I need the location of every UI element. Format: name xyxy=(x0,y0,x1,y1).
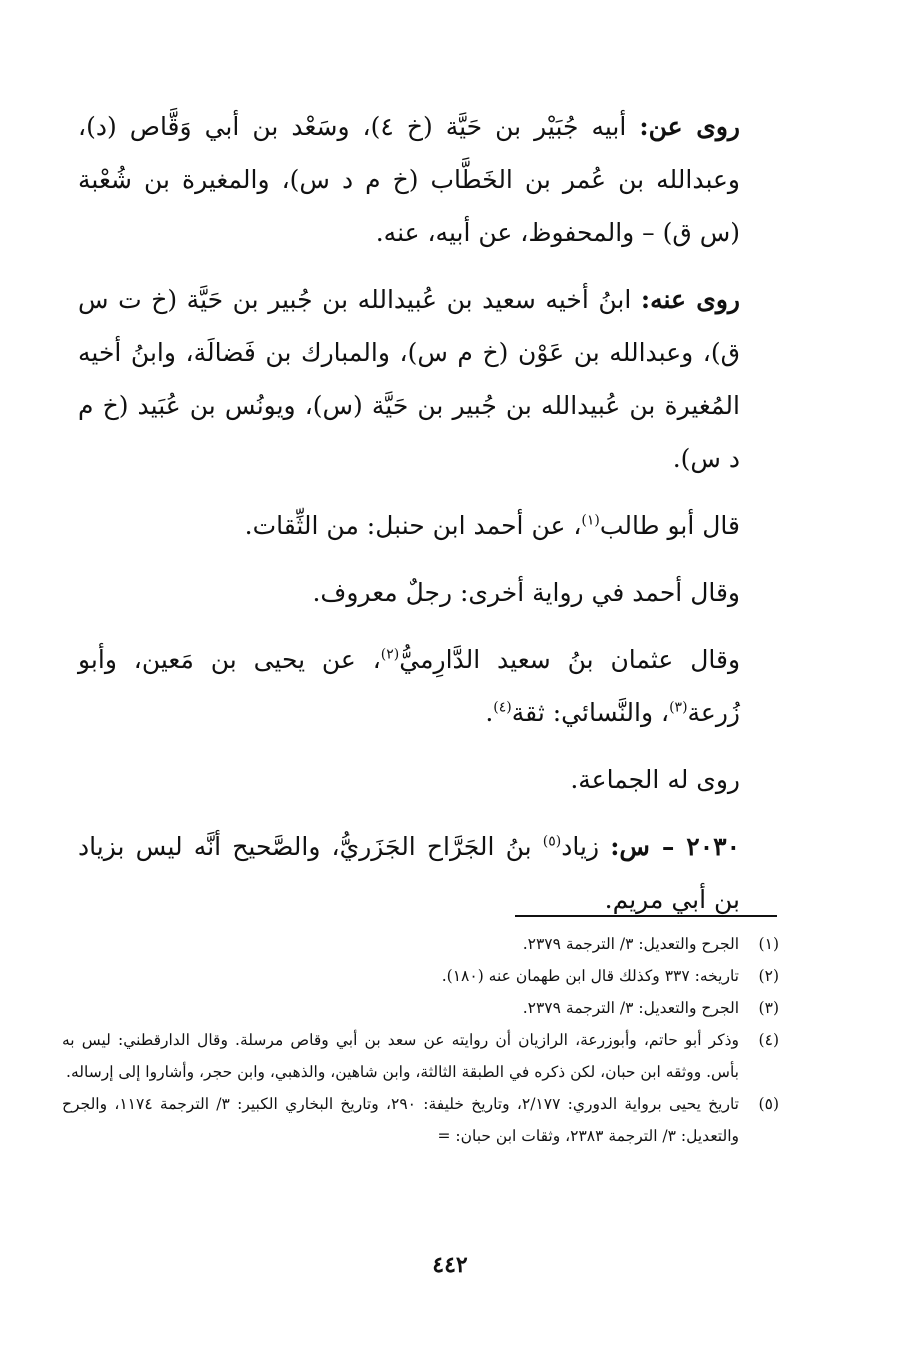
entry-number: ٢٠٣٠ – س: xyxy=(610,832,740,861)
footnote-ref-3: (٣) xyxy=(669,699,688,716)
footnote-text: الجرح والتعديل: ٣/ الترجمة ٢٣٧٩. xyxy=(522,935,739,953)
entry-2030 xyxy=(78,820,778,926)
uthman-text: وقال عثمان بنُ سعيد الدَّارِميُّ xyxy=(399,645,741,674)
paragraph-abu-talib xyxy=(78,499,778,552)
paragraph-ahmad xyxy=(78,566,778,619)
footnote-number: (٥) xyxy=(758,1095,779,1113)
footnote-item xyxy=(62,1088,779,1152)
footnote-item xyxy=(62,992,779,1024)
footnotes xyxy=(62,928,779,1152)
paragraph-jamaa xyxy=(78,753,778,806)
footnote-text: الجرح والتعديل: ٣/ الترجمة ٢٣٧٩. xyxy=(522,999,739,1017)
paragraph-uthman xyxy=(78,633,778,739)
page-number: ٤٤٢ xyxy=(432,1252,468,1278)
footnote-text: تاريخه: ٣٣٧ وكذلك قال ابن طهمان عنه (١٨٠). xyxy=(441,967,739,985)
paragraph-narrated-from xyxy=(78,100,778,259)
heading-narrated-by: روى عنه: xyxy=(640,285,740,314)
footnote-ref-2: (٢) xyxy=(380,646,400,663)
uthman-text-cont: ، عن يحيى بن مَعين، وأبو زُرعة xyxy=(78,645,740,727)
abu-talib-text: قال أبو طالب xyxy=(599,511,740,540)
footnote-ref-4: (٤) xyxy=(493,699,512,716)
jamaa-text: روى له الجماعة. xyxy=(570,765,740,794)
footnote-item xyxy=(62,928,779,960)
narrated-by-text: ابنُ أخيه سعيد بن عُبيدالله بن جُبير بن حَيَّة (خ ت س ق)، وعبدالله بن عَوْن (خ م س)، والمبارك بن فَضالَة، وابنُ أخيه المُغيرة بن عُبيدالله بن جُبير بن حَيَّة (س)، ويونُس بن عُبَيد (خ م د س). xyxy=(78,285,740,473)
footnote-item xyxy=(62,960,779,992)
footnote-number: (٢) xyxy=(758,967,779,985)
uthman-text-end: . xyxy=(485,698,494,727)
uthman-text-cont2: ، والنَّسائي: ثقة xyxy=(511,698,670,727)
footnote-ref-5: (٥) xyxy=(542,833,562,850)
heading-narrated-from: روى عن: xyxy=(639,112,740,141)
footnote-number: (١) xyxy=(758,935,779,953)
footnote-ref-1: (١) xyxy=(581,512,600,529)
ahmad-text: وقال أحمد في رواية أخرى: رجلٌ معروف. xyxy=(312,578,740,607)
abu-talib-text-cont: ، عن أحمد ابن حنبل: من الثِّقات. xyxy=(244,511,582,540)
footnote-number: (٤) xyxy=(758,1031,779,1049)
narrated-from-text: أبيه جُبَيْر بن حَيَّة (خ ٤)، وسَعْد بن أبي وَقَّاص (د)، وعبدالله بن عُمر بن الخَطَّاب (خ م د س)، والمغيرة بن شُعْبة (س ق) – والمحفوظ، عن أبيه، عنه. xyxy=(78,112,740,247)
footnote-text: تاريخ يحيى برواية الدوري: ٢/١٧٧، وتاريخ خليفة: ٢٩٠، وتاريخ البخاري الكبير: ٣/ الترجمة ١١٧٤، والجرح والتعديل: ٣/ الترجمة ٢٣٨٣، وثقات ابن حبان: = xyxy=(62,1095,739,1145)
entry-text: بنُ الجَرَّاح الجَزَريُّ، والصَّحيح أنَّه ليس بزياد بن أبي مريم. xyxy=(78,832,740,914)
main-text xyxy=(78,100,778,940)
paragraph-narrated-by xyxy=(78,273,778,485)
footnote-number: (٣) xyxy=(758,999,779,1017)
footnote-item xyxy=(62,1024,779,1088)
footnote-divider xyxy=(515,915,777,917)
footnote-text: وذكر أبو حاتم، وأبوزرعة، الرازيان أن روايته عن سعد بن أبي وقاص مرسلة. وقال الدارقطني: ليس به بأس. ووثقه ابن حبان، لكن ذكره في الطبقة الثالثة، وابن شاهين، والذهبي، وابن حجر، وأشاروا إلى إرساله. xyxy=(62,1031,739,1081)
entry-name: زياد xyxy=(561,832,600,861)
